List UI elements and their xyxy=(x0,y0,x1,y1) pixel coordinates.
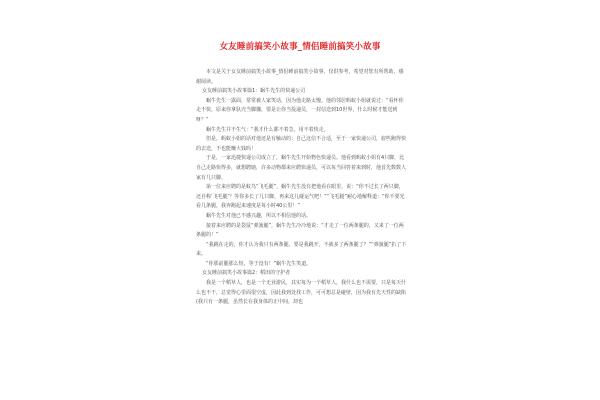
document-title: 女友睡前搞笑小故事_情侣睡前搞笑小故事 xyxy=(219,42,381,52)
paragraph: 蜗牛先生一露面，常常被人家笑话，因为他走路太慢。他的邻居蚂蚁小姐就说过：“看怀你走不快，原来你拿驮壳当脚骤，要是让你当投递员，一封信送到10世界，什么时候才能送到呀？” xyxy=(196,97,404,123)
document-body xyxy=(196,68,408,308)
paragraph: 本文是关于女友睡前搞笑小故事_情侣睡前搞笑小故事，仅供参考，希望对您有所帮助，感谢阅读。 xyxy=(196,69,404,85)
paragraph: 接着来应聘的是袋鼠“弹簧腿”，蜗牛先生冷冷地说：“才走了一位两条腿的，又来了一位两条腿的！” xyxy=(196,222,404,239)
paragraph: “你那前腿那么短，等于没有！”蜗牛先生笑道。 xyxy=(206,260,312,267)
paragraph: 于是，一家迅捷快递公司成立了，蜗牛先生开始物色快递员。他看到蚂蚁小姐有4只脚，比自己走路快得多，就想聘她，许多动物都来应聘快递员，可以每当回答着来到时，他首先数数人家有几只脚。 xyxy=(196,155,407,181)
section-heading: 女友睡前搞笑小故事篇1：蜗牛先生的快递公司 xyxy=(202,88,306,95)
paragraph: 蜗牛先生并不生气：“我才什么都不着急，用不着快走。 xyxy=(206,126,329,133)
paragraph: “我跳在走的，你才认为我只有两条腿，要是我跳开，不就多了两条腿了？”“弹簧腿”扒了下来。 xyxy=(196,241,407,258)
paragraph: 但是，蚂蚁小姐的话对他还是有触动的：自己这信不合适，至于一家快递公司，雇些跑得快的去送，不也能赚大钱吗！ xyxy=(196,136,407,152)
paragraph: 蜗牛先生对他已不感兴趣，所以不相信他的话。 xyxy=(206,212,312,219)
section-heading: 女友睡前搞笑小故事篇2：稻田的守护者 xyxy=(202,270,291,277)
paragraph: 我是一个稻草人，也是一个无业游民，其实每为一个稻草人，我什么也不需要，只是每天什么也不干，总觉得心里面很空虚，因此我到处找工作，可可想总是碰壁，因为我有先天性的缺陷(我只有一条腿，虽然长在我身体的正中间，却也 xyxy=(196,280,407,306)
paragraph: 第一位来应聘的是蚊鸟“飞毛腿”，蜗牛先生没有把他看在眼里，说：“你不过长了两只脚，还自称‘飞毛腿’？等你多长了几只脚，再来这儿碰运气吧！”“飞毛腿”耐心地解释道：“你不要光看几条腿，我奔跑起来速度是每小时40公里！” xyxy=(196,184,405,210)
